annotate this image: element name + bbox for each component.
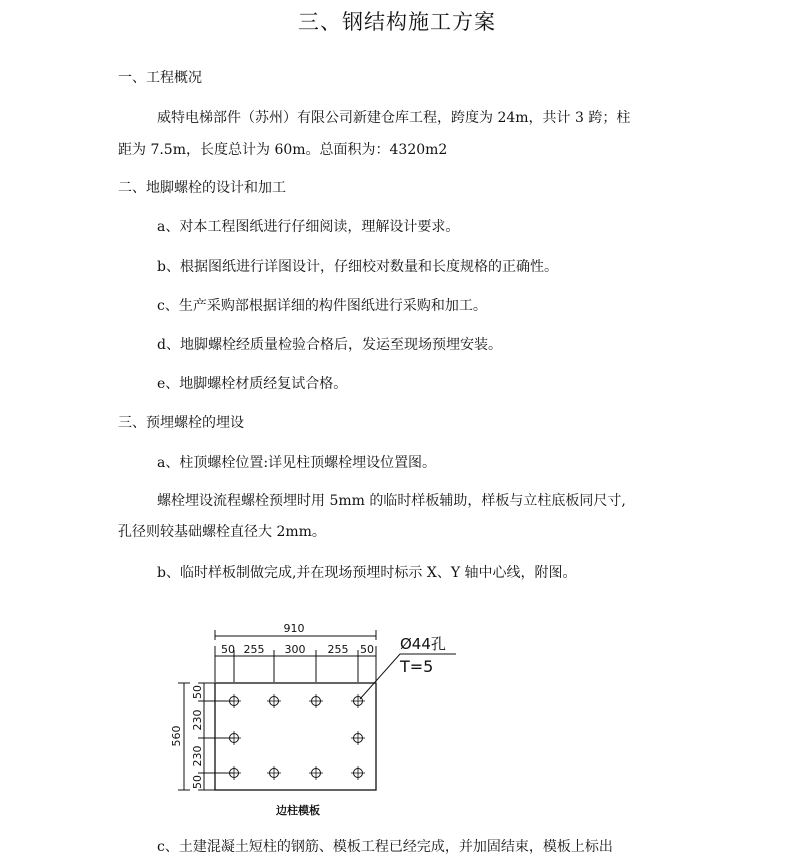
dim-top-4: 255 [327, 643, 349, 656]
dim-side-3: 230 [191, 745, 204, 767]
dim-total-height: 560 [170, 725, 183, 747]
dim-side-4: 50 [191, 775, 204, 789]
figure-caption: 边柱模板 [276, 804, 320, 817]
section-2-item-b: b、根据图纸进行详图设计，仔细校对数量和长度规格的正确性。 [157, 259, 558, 275]
dim-top-2: 255 [243, 643, 265, 656]
section-2-item-e: e、地脚螺栓材质经复试合格。 [157, 376, 348, 392]
section-2-item-c: c、生产采购部根据详细的构件图纸进行采购和加工。 [157, 298, 487, 314]
overview-line-1: 威特电梯部件（苏州）有限公司新建仓库工程，跨度为 24m，共计 3 跨；柱 [157, 110, 631, 126]
dim-side-2: 230 [191, 709, 204, 731]
section-3-item-a: a、柱顶螺栓位置:详见柱顶螺栓埋设位置图。 [157, 455, 437, 471]
dim-top-1: 50 [221, 643, 235, 656]
section-3-item-b: b、临时样板制做完成,并在现场预埋时标示 X、Y 轴中心线，附图。 [157, 565, 577, 581]
section-3-para-line-1: 螺栓埋设流程螺栓预埋时用 5mm 的临时样板辅助，样板与立柱底板同尺寸, [157, 493, 626, 509]
section-2-heading: 二、地脚螺栓的设计和加工 [118, 180, 286, 196]
dim-side-1: 50 [191, 685, 204, 699]
bolt-holes [227, 694, 365, 780]
plate-outline [215, 683, 376, 790]
overview-line-2: 距为 7.5m，长度总计为 60m。总面积为：4320m2 [118, 142, 448, 158]
template-plate-drawing [160, 610, 470, 800]
dim-top-5: 50 [360, 643, 374, 656]
section-1-heading: 一、工程概况 [118, 70, 202, 86]
dim-total-width: 910 [283, 622, 305, 635]
dim-top-3: 300 [284, 643, 306, 656]
section-3-para-line-2: 孔径则较基础螺栓直径大 2mm。 [118, 524, 326, 540]
page-title: 三、钢结构施工方案 [298, 10, 496, 34]
section-2-item-d: d、地脚螺栓经质量检验合格后，发运至现场预埋安装。 [157, 337, 502, 353]
section-3-item-c: c、土建混凝土短柱的钢筋、模板工程已经完成，并加固结束，模板上标出 [157, 839, 613, 855]
section-2-item-a: a、对本工程图纸进行仔细阅读，理解设计要求。 [157, 219, 460, 235]
hole-diameter-label: Ø44孔 [400, 635, 446, 653]
section-3-heading: 三、预埋螺栓的埋设 [118, 415, 244, 431]
plate-thickness-label: T=5 [400, 657, 434, 676]
